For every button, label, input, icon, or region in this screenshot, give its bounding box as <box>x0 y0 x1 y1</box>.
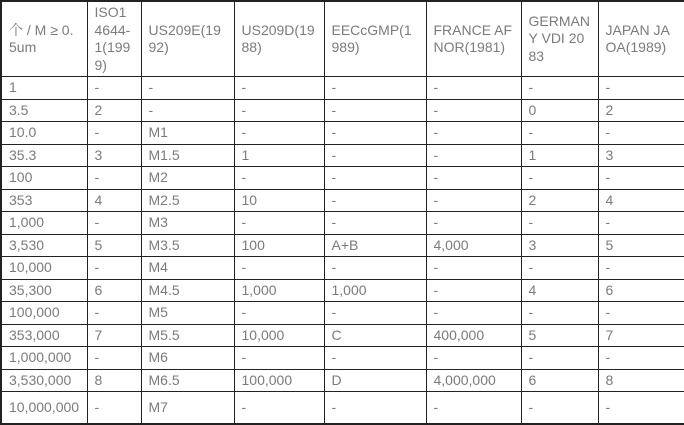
table-cell: M2 <box>141 167 234 190</box>
table-cell: A+B <box>324 234 426 257</box>
table-cell: - <box>324 302 426 325</box>
table-cell: - <box>521 167 598 190</box>
table-cell: - <box>87 347 141 370</box>
table-row <box>1 189 684 212</box>
table-cell: 4,000 <box>426 234 521 257</box>
table-cell: 1,000 <box>1 212 87 235</box>
table-cell: 2 <box>521 189 598 212</box>
table-cell: - <box>324 99 426 122</box>
table-cell: 353 <box>1 189 87 212</box>
table-cell: - <box>234 212 324 235</box>
table-cell: - <box>426 302 521 325</box>
table-row <box>1 392 684 424</box>
table-cell: 10,000,000 <box>1 392 87 424</box>
table-cell: M6 <box>141 347 234 370</box>
table-row <box>1 324 684 347</box>
table-cell: M5.5 <box>141 324 234 347</box>
table-cell: - <box>598 122 684 145</box>
table-cell: - <box>234 167 324 190</box>
table-cell: 1 <box>234 144 324 167</box>
table-cell: - <box>87 167 141 190</box>
table-header <box>1 1 684 77</box>
table-cell: 6 <box>521 369 598 392</box>
table-cell: M3.5 <box>141 234 234 257</box>
table-cell: - <box>598 302 684 325</box>
table-cell: 6 <box>598 279 684 302</box>
table-cell: 4,000,000 <box>426 369 521 392</box>
table-row <box>1 279 684 302</box>
table-row <box>1 347 684 370</box>
table-cell: - <box>234 99 324 122</box>
table-cell: - <box>426 392 521 424</box>
column-header-7: JAPAN JAOA(1989) <box>598 1 684 77</box>
table-cell: - <box>324 167 426 190</box>
table-cell: - <box>426 212 521 235</box>
table-cell: 10 <box>234 189 324 212</box>
table-row <box>1 302 684 325</box>
table-cell: - <box>324 189 426 212</box>
table-cell: M4 <box>141 257 234 280</box>
table-cell: - <box>426 257 521 280</box>
table-cell: - <box>234 347 324 370</box>
table-row <box>1 144 684 167</box>
table-cell: - <box>324 122 426 145</box>
table-cell: - <box>426 189 521 212</box>
table-row <box>1 122 684 145</box>
table-cell: 7 <box>87 324 141 347</box>
table-row <box>1 212 684 235</box>
table-cell: - <box>426 347 521 370</box>
table-cell: - <box>426 99 521 122</box>
table-cell: 3 <box>87 144 141 167</box>
table-cell: 5 <box>521 324 598 347</box>
table-cell: - <box>426 77 521 100</box>
table-cell: - <box>234 122 324 145</box>
table-cell: 35,300 <box>1 279 87 302</box>
table-row <box>1 369 684 392</box>
column-header-5: FRANCE AFNOR(1981) <box>426 1 521 77</box>
table-cell: - <box>141 77 234 100</box>
table-cell: 8 <box>598 369 684 392</box>
table-cell: 353,000 <box>1 324 87 347</box>
table-cell: 1,000,000 <box>1 347 87 370</box>
table-row <box>1 167 684 190</box>
table-cell: - <box>324 392 426 424</box>
table-cell: - <box>426 167 521 190</box>
table-cell: 400,000 <box>426 324 521 347</box>
table-cell: 1 <box>1 77 87 100</box>
table-cell: 4 <box>521 279 598 302</box>
table-cell: - <box>87 392 141 424</box>
table-cell: C <box>324 324 426 347</box>
table-cell: - <box>598 77 684 100</box>
table-cell: - <box>521 392 598 424</box>
table-cell: 1,000 <box>324 279 426 302</box>
table-cell: 3 <box>521 234 598 257</box>
column-header-0: 个 / M ≥ 0.5um <box>1 1 87 77</box>
table-cell: 3,530,000 <box>1 369 87 392</box>
table-cell: - <box>598 347 684 370</box>
table-cell: 8 <box>87 369 141 392</box>
table-cell: - <box>87 257 141 280</box>
table-cell: 10,000 <box>234 324 324 347</box>
table-cell: - <box>426 279 521 302</box>
column-header-3: US209D(1988) <box>234 1 324 77</box>
table-cell: - <box>234 302 324 325</box>
table-cell: 4 <box>87 189 141 212</box>
table-cell: - <box>598 392 684 424</box>
table-cell: - <box>324 347 426 370</box>
table-cell: 1 <box>521 144 598 167</box>
table-cell: 0 <box>521 99 598 122</box>
table-cell: - <box>598 167 684 190</box>
table-cell: - <box>324 77 426 100</box>
table-cell: 100,000 <box>1 302 87 325</box>
table-cell: D <box>324 369 426 392</box>
table-cell: - <box>87 302 141 325</box>
table-cell: - <box>426 122 521 145</box>
table-cell: M2.5 <box>141 189 234 212</box>
table-cell: 3,530 <box>1 234 87 257</box>
table-cell: M1 <box>141 122 234 145</box>
table-cell: - <box>521 212 598 235</box>
table-cell: M1.5 <box>141 144 234 167</box>
table-cell: 3 <box>598 144 684 167</box>
table-cell: - <box>87 77 141 100</box>
table-cell: M7 <box>141 392 234 424</box>
table-cell: M3 <box>141 212 234 235</box>
table-cell: - <box>234 257 324 280</box>
column-header-6: GERMANY VDI 2083 <box>521 1 598 77</box>
table-cell: 10.0 <box>1 122 87 145</box>
table-cell: - <box>324 212 426 235</box>
table-cell: 6 <box>87 279 141 302</box>
table-cell: 4 <box>598 189 684 212</box>
table-cell: M6.5 <box>141 369 234 392</box>
header-row <box>1 1 684 77</box>
table-cell: - <box>87 212 141 235</box>
table-cell: 3.5 <box>1 99 87 122</box>
table-cell: 100 <box>1 167 87 190</box>
table-cell: - <box>234 392 324 424</box>
table-cell: 5 <box>598 234 684 257</box>
table-cell: 1,000 <box>234 279 324 302</box>
table-row <box>1 99 684 122</box>
table-cell: - <box>87 122 141 145</box>
table-cell: M4.5 <box>141 279 234 302</box>
table-cell: - <box>141 99 234 122</box>
table-body <box>1 77 684 424</box>
table-cell: 2 <box>87 99 141 122</box>
table-cell: - <box>521 122 598 145</box>
table-cell: - <box>598 257 684 280</box>
table-row <box>1 234 684 257</box>
column-header-4: EECcGMP(1989) <box>324 1 426 77</box>
table-cell: 5 <box>87 234 141 257</box>
table-cell: 100 <box>234 234 324 257</box>
table-cell: - <box>521 257 598 280</box>
table-cell: 2 <box>598 99 684 122</box>
table-cell: - <box>521 347 598 370</box>
table-cell: 100,000 <box>234 369 324 392</box>
table-cell: 10,000 <box>1 257 87 280</box>
table-cell: 35.3 <box>1 144 87 167</box>
table-cell: 7 <box>598 324 684 347</box>
table-cell: - <box>598 212 684 235</box>
table-cell: - <box>426 144 521 167</box>
table-cell: - <box>234 77 324 100</box>
table-cell: - <box>521 77 598 100</box>
column-header-2: US209E(1992) <box>141 1 234 77</box>
table-row <box>1 77 684 100</box>
table-cell: M5 <box>141 302 234 325</box>
column-header-1: ISO14644-1(1999) <box>87 1 141 77</box>
table-row <box>1 257 684 280</box>
table-cell: - <box>324 144 426 167</box>
table-cell: - <box>324 257 426 280</box>
table-cell: - <box>521 302 598 325</box>
